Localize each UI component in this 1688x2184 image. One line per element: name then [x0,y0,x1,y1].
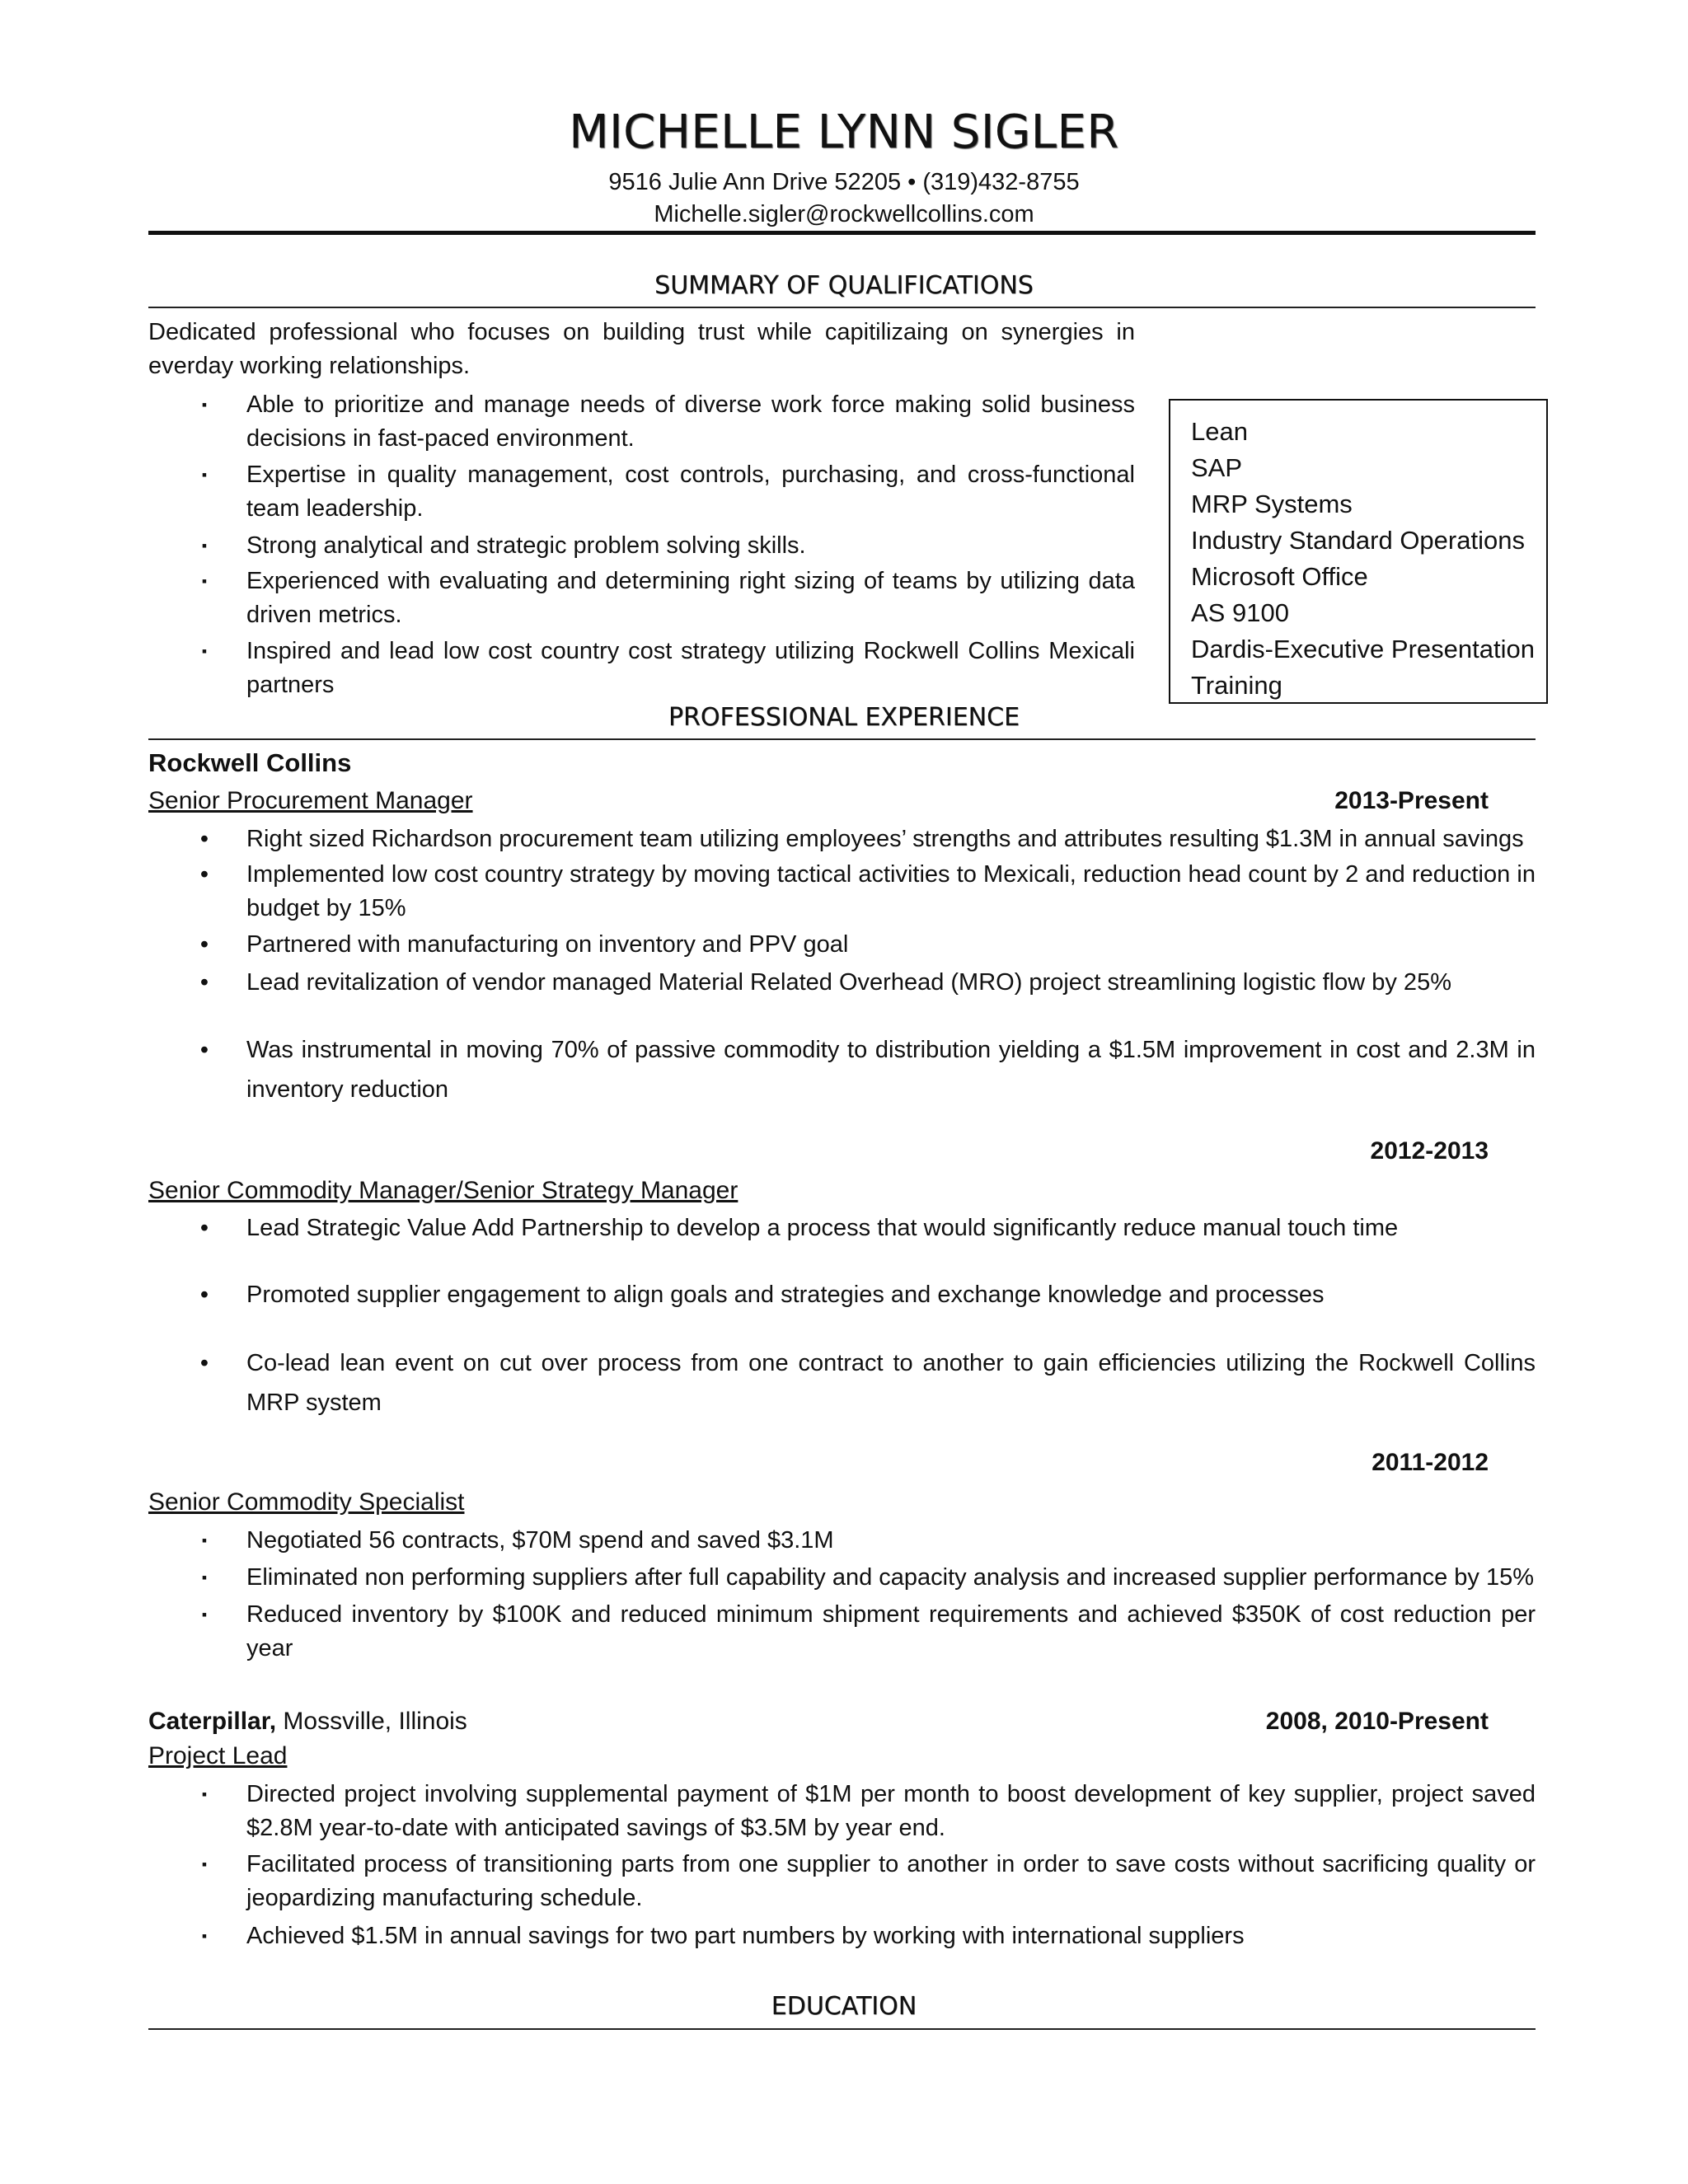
job-title: Project Lead [148,1742,288,1769]
round-bullet-icon: • [199,1037,209,1063]
skill-item: Industry Standard Operations [1191,526,1525,555]
summary-heading: SUMMARY OF QUALIFICATIONS [654,271,1034,300]
employer-name: Caterpillar, [148,1708,277,1735]
skills-box [1169,399,1548,704]
employer-line [148,1708,467,1736]
round-bullet-icon: • [199,826,209,852]
employer-location: Mossville, Illinois [276,1708,467,1735]
square-bullet-icon: ▪ [201,466,208,483]
employer-name: Rockwell Collins [148,748,352,777]
education-heading: EDUCATION [771,1992,917,2021]
round-bullet-icon: • [199,1350,209,1376]
square-bullet-icon: ▪ [201,1606,208,1623]
summary-divider [148,307,1536,308]
job-dates: 2012-2013 [1370,1137,1489,1165]
square-bullet-icon: ▪ [201,573,208,589]
round-bullet-icon: • [199,969,209,996]
square-bullet-icon: ▪ [201,1786,208,1802]
square-bullet-icon: ▪ [201,1856,208,1872]
skill-item: MRP Systems [1191,490,1353,518]
square-bullet-icon: ▪ [201,396,208,413]
skill-item: Lean [1191,417,1248,446]
job-dates: 2011-2012 [1372,1449,1489,1476]
header-divider [148,231,1536,235]
round-bullet-icon: • [199,1215,209,1241]
email-address: Michelle.sigler@rockwellcollins.com [654,201,1034,227]
address-line: 9516 Julie Ann Drive 52205 • (319)432-8755 [608,169,1080,195]
skill-item: Training [1191,671,1282,700]
round-bullet-icon: • [199,1282,209,1308]
experience-heading: PROFESSIONAL EXPERIENCE [668,703,1020,732]
resume-name: MICHELLE LYNN SIGLER [569,105,1119,159]
skill-item: Microsoft Office [1191,562,1368,591]
square-bullet-icon: ▪ [201,1928,208,1944]
round-bullet-icon: • [199,931,209,958]
square-bullet-icon: ▪ [201,537,208,554]
experience-divider [148,738,1536,740]
education-divider [148,2028,1536,2030]
job-title: Senior Procurement Manager [148,787,473,814]
job-dates: 2013-Present [1334,787,1489,814]
summary-intro: Dedicated professional who focuses on building trust while capitilizaing on synergies in everday working relationships. [148,319,1135,379]
job-dates: 2008, 2010-Present [1265,1708,1489,1735]
round-bullet-icon: • [199,861,209,888]
job-title: Senior Commodity Specialist [148,1488,465,1516]
square-bullet-icon: ▪ [201,1532,208,1549]
skill-item: Dardis-Executive Presentation [1191,635,1535,663]
square-bullet-icon: ▪ [201,1569,208,1586]
job-title: Senior Commodity Manager/Senior Strategy Manager [148,1177,738,1204]
skill-item: SAP [1191,453,1243,482]
square-bullet-icon: ▪ [201,643,208,659]
skill-item: AS 9100 [1191,598,1289,627]
